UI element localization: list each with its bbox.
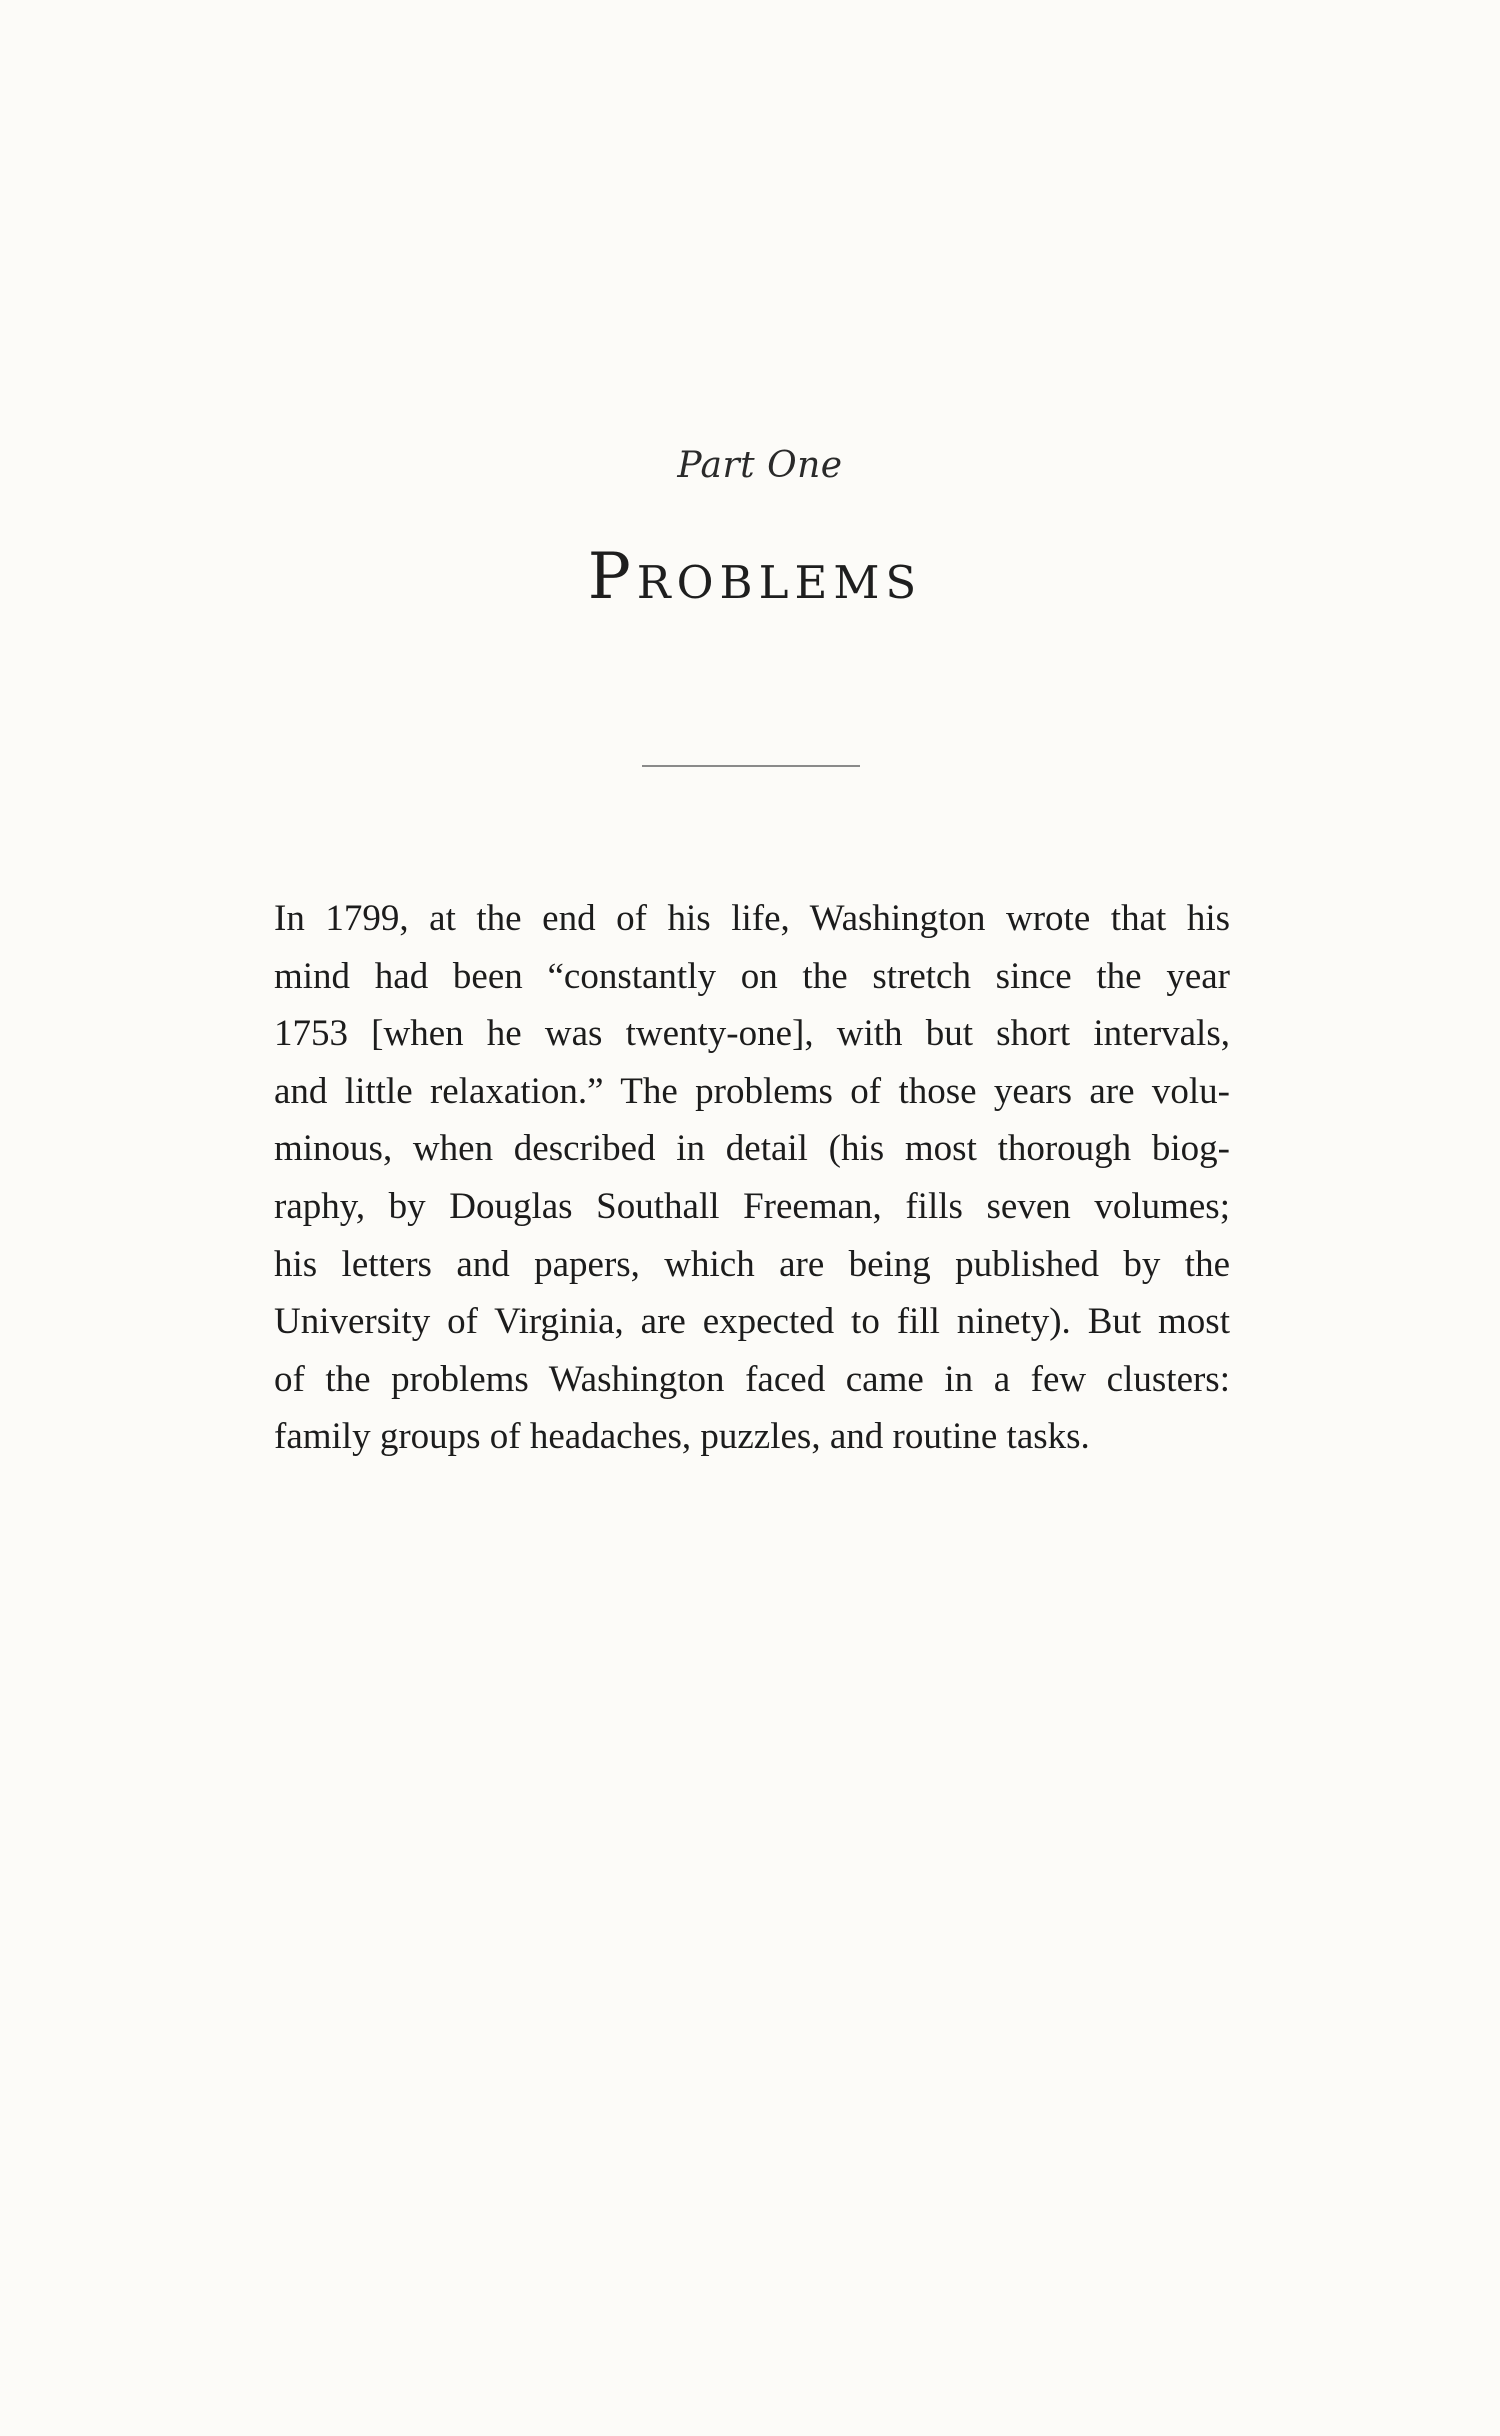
- body-line: mind had been “constantly on the stretch since the year: [274, 955, 1230, 997]
- body-line: his letters and papers, which are being published by the: [274, 1243, 1230, 1285]
- body-line: of the problems Washington faced came in a few clusters:: [274, 1358, 1230, 1400]
- section-divider: [642, 765, 860, 767]
- part-title: Problems: [587, 540, 923, 614]
- body-line: raphy, by Douglas Southall Freeman, fills seven volumes;: [274, 1185, 1230, 1227]
- body-line: 1753 [when he was twenty-one], with but short intervals,: [274, 1013, 1230, 1055]
- part-label: Part One: [677, 445, 843, 486]
- body-line: In 1799, at the end of his life, Washington wrote that his: [274, 898, 1230, 939]
- body-paragraph: [274, 890, 1230, 1466]
- body-line: family groups of headaches, puzzles, and routine tasks.: [274, 1416, 1090, 1458]
- body-line: and little relaxation.” The problems of those years are volu-: [274, 1070, 1230, 1112]
- body-line: University of Virginia, are expected to fill ninety). But most: [274, 1301, 1230, 1343]
- body-line: minous, when described in detail (his most thorough biog-: [274, 1128, 1230, 1170]
